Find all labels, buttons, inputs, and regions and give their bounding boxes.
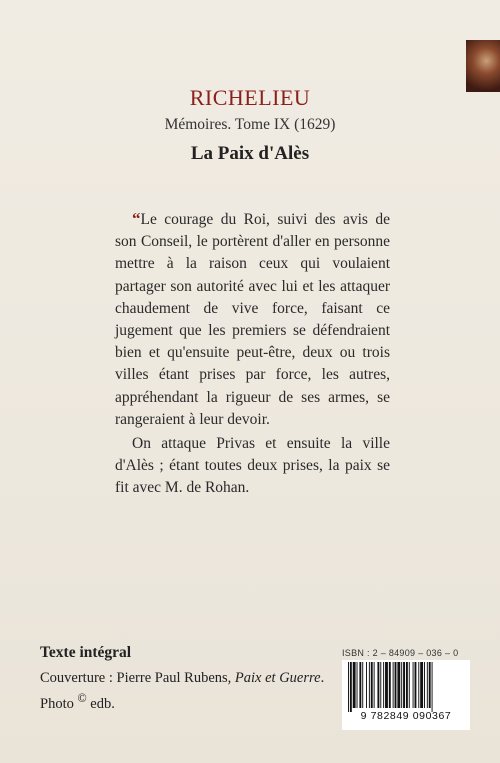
barcode-bar	[415, 662, 417, 708]
barcode-bar	[424, 662, 425, 708]
barcode-bar	[395, 662, 397, 708]
quote-excerpt	[115, 208, 390, 500]
barcode-bar	[389, 662, 391, 708]
barcode-bar	[418, 662, 419, 708]
quote-paragraph-2: On attaque Privas et ensuite la ville d'Alès ; étant toutes deux prises, la paix se fit avec M. de Rohan.	[115, 435, 390, 497]
barcode-bar	[380, 662, 381, 708]
book-subtitle: Mémoires. Tome IX (1629)	[164, 116, 336, 133]
barcode-bar	[383, 662, 384, 708]
barcode-bar	[377, 662, 379, 708]
barcode-bar	[429, 662, 431, 708]
author-name: RICHELIEU	[189, 85, 311, 110]
barcode-bar	[369, 662, 370, 708]
cover-credit-work: Paix et Guerre	[234, 670, 321, 686]
barcode-bar	[353, 662, 356, 708]
barcode-bar	[362, 662, 363, 708]
barcode-bar	[385, 662, 388, 708]
barcode-bar	[393, 662, 394, 708]
cover-credit-prefix: Couverture : Pierre Paul Rubens,	[40, 670, 235, 686]
barcode-bar	[406, 662, 408, 708]
cover-credit-suffix: .	[320, 670, 325, 686]
barcode-bar	[357, 662, 358, 708]
isbn-label: ISBN : 2 – 84909 – 036 – 0	[342, 648, 459, 658]
quote-paragraph-1	[115, 208, 390, 431]
book-title: La Paix d'Alès	[190, 143, 310, 164]
barcode-bar	[350, 662, 352, 712]
barcode-bar	[427, 662, 428, 708]
quote-paragraph-1-text: Le courage du Roi, suivi des avis de son Conseil, le portèrent d'aller en personne mettre à la raison ceux qui voulaient partager son autorité avec lui et les attaquer chaudement de vive force, faisant ce jugement que les premiers se défendraient bien et qu'ensuite peut-être, deux ou trois villes étant prises par force, les autres, appréhendant la rigueur de ses armes, se rangeraient à leur devoir.	[115, 211, 390, 428]
texte-integral-label: Texte intégral	[40, 644, 132, 661]
barcode-bar	[397, 662, 400, 708]
barcode-bar	[359, 662, 361, 708]
barcode-bar	[413, 662, 414, 708]
barcode-number: 9 782849 090367	[360, 710, 452, 722]
barcode-bar	[374, 662, 375, 708]
barcode	[342, 660, 470, 730]
cover-credit	[40, 668, 340, 714]
barcode-bar	[409, 662, 410, 708]
open-quote-mark: “	[132, 209, 141, 228]
barcode-bar	[348, 662, 349, 712]
photo-credit-prefix: Photo	[40, 695, 78, 712]
barcode-bars	[342, 660, 470, 712]
barcode-bar	[371, 662, 373, 708]
barcode-bar	[401, 662, 402, 708]
barcode-bar	[420, 662, 423, 708]
barcode-bar	[403, 662, 405, 708]
copyright-symbol: ©	[77, 691, 87, 705]
barcode-bar	[432, 662, 433, 712]
barcode-bar	[366, 662, 367, 708]
photo-credit-name: edb.	[86, 695, 115, 712]
